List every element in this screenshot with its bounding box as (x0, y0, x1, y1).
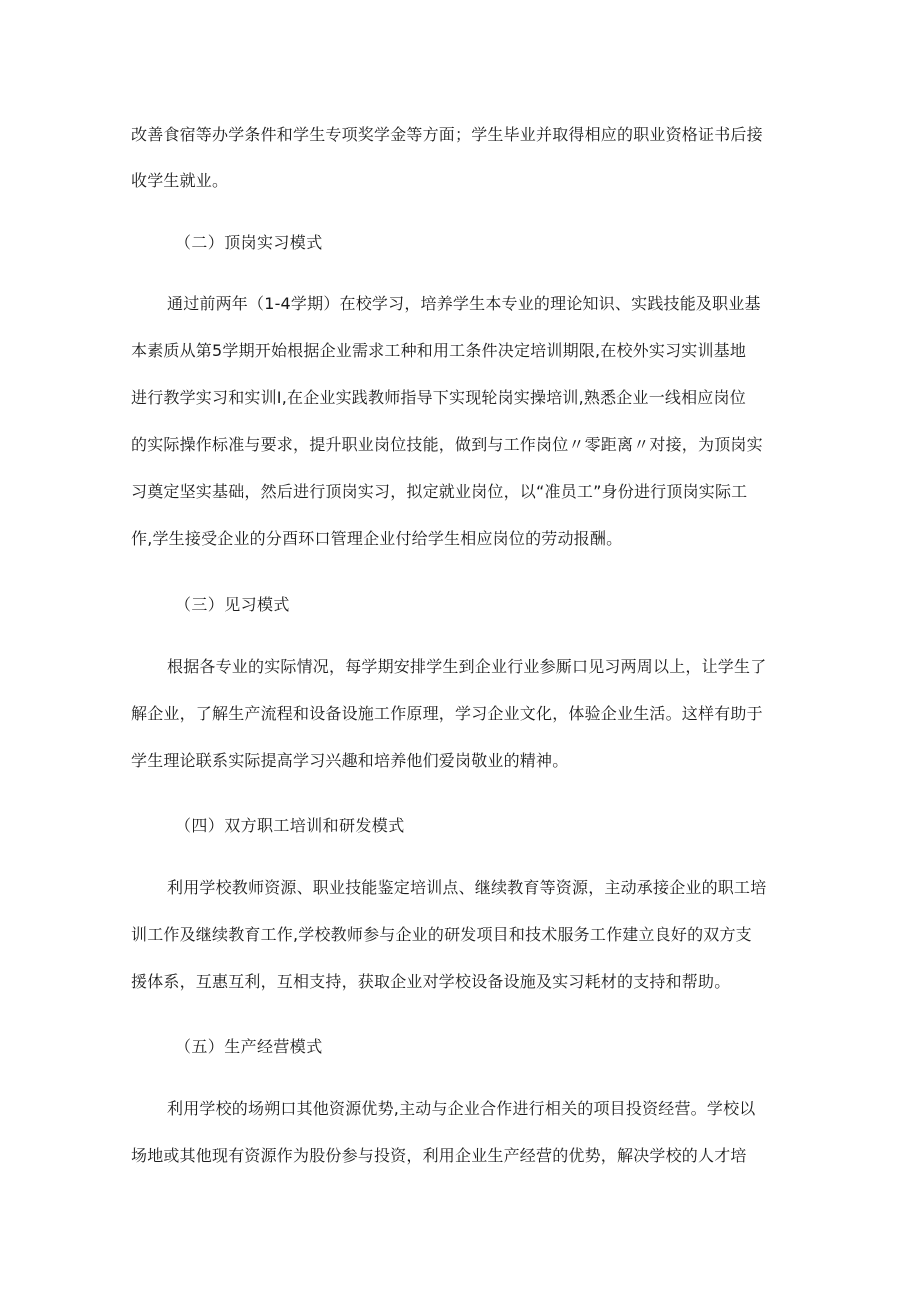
section-heading: （二）顶岗实习模式 (175, 233, 323, 252)
paragraph-line: 作,学生接受企业的分酉环口管理企业付给学生相应岗位的劳动报酬。 (131, 529, 623, 548)
paragraph-line: 场地或其他现有资源作为股份参与投资，利用企业生产经营的优势，解决学校的人才培 (131, 1146, 747, 1165)
paragraph-line: 训工作及继续教育工作,学校教师参与企业的研发项目和技术服务工作建立良好的双方支 (131, 925, 752, 944)
section-heading: （五）生产经营模式 (175, 1037, 323, 1056)
paragraph-line: 改善食宿等办学条件和学生专项奖学金等方面；学生毕业并取得相应的职业资格证书后接 (131, 125, 763, 144)
paragraph-line: 的实际操作标准与要求，提升职业岗位技能，做到与工作岗位〃零距离〃对接，为顶岗实 (131, 435, 763, 454)
section-heading: （三）见习模式 (175, 595, 290, 614)
paragraph-line: 根据各专业的实际情况，每学期安排学生到企业行业参厮口见习两周以上，让学生了 (167, 657, 767, 676)
paragraph-line: 利用学校教师资源、职业技能鉴定培训点、继续教育等资源，主动承接企业的职工培 (167, 878, 767, 897)
paragraph-line: 利用学校的场朔口其他资源优势,主动与企业合作进行相关的项目投资经营。学校以 (167, 1099, 756, 1118)
paragraph-line: 进行教学实习和实训Ⅰ,在企业实践教师指导下实现轮岗实操培训,熟悉企业一线相应岗位 (131, 388, 746, 407)
paragraph-line: 收学生就业。 (131, 171, 229, 190)
paragraph-line: 习奠定坚实基础，然后进行顶岗实习，拟定就业岗位，以“准员工”身份进行顶岗实际工 (131, 482, 748, 501)
paragraph-line: 解企业，了解生产流程和设备设施工作原理，学习企业文化，体验企业生活。这样有助于 (131, 704, 763, 723)
paragraph-line: 通过前两年（1-4学期）在校学习，培养学生本专业的理论知识、实践技能及职业基 (167, 294, 761, 313)
paragraph-line: 援体系，互惠互利，互相支持，获取企业对学校设备设施及实习耗材的支持和帮助。 (131, 972, 731, 991)
paragraph-line: 学生理论联系实际提高学习兴趣和培养他们爱岗敬业的精神。 (131, 751, 569, 770)
paragraph-line: 本素质从第5学期开始根据企业需求工种和用工条件决定培训期限,在校外实习实训基地 (131, 341, 747, 360)
section-heading: （四）双方职工培训和研发模式 (175, 816, 405, 835)
